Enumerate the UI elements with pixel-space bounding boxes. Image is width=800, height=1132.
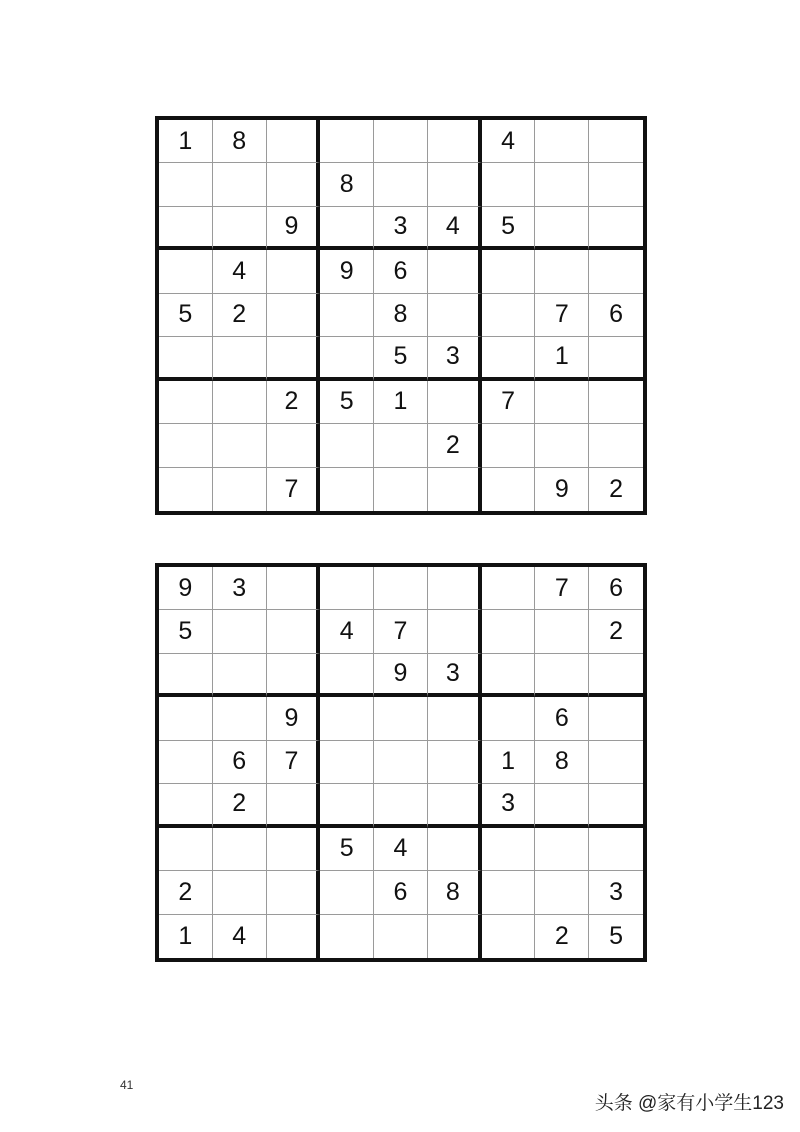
sudoku-cell [267,337,321,380]
sudoku-cell [428,120,482,163]
sudoku-cell [159,381,213,424]
sudoku-cell: 1 [535,337,589,380]
sudoku-cell [374,163,428,206]
sudoku-cell [159,424,213,467]
sudoku-cell: 9 [267,697,321,740]
sudoku-cell [535,163,589,206]
sudoku-cell [428,163,482,206]
sudoku-cell [159,654,213,697]
sudoku-cell: 6 [589,294,643,337]
sudoku-grid-2 [155,563,647,962]
sudoku-cell: 6 [535,697,589,740]
sudoku-cell [589,250,643,293]
sudoku-cell [535,250,589,293]
sudoku-cell: 5 [320,381,374,424]
sudoku-cell [428,915,482,958]
sudoku-cell [535,120,589,163]
sudoku-cell [589,828,643,871]
sudoku-cell [320,567,374,610]
sudoku-cell [482,250,536,293]
sudoku-cell: 1 [159,915,213,958]
sudoku-cell [482,163,536,206]
sudoku-cell [320,741,374,784]
sudoku-cell: 7 [535,567,589,610]
sudoku-cell [320,120,374,163]
sudoku-cell [213,468,267,511]
sudoku-cell [213,610,267,653]
sudoku-cell [428,828,482,871]
sudoku-cell: 2 [159,871,213,914]
sudoku-cell [267,915,321,958]
sudoku-cell [320,915,374,958]
sudoku-cell: 3 [428,337,482,380]
sudoku-cell [374,741,428,784]
sudoku-cell [482,567,536,610]
sudoku-cell: 1 [159,120,213,163]
sudoku-cell [267,294,321,337]
sudoku-cell [267,610,321,653]
sudoku-cell [589,381,643,424]
sudoku-cell [428,250,482,293]
sudoku-cell: 3 [482,784,536,827]
sudoku-grid-1 [155,116,647,515]
sudoku-cell [589,120,643,163]
sudoku-cell [589,163,643,206]
sudoku-cell [213,337,267,380]
sudoku-cell: 8 [535,741,589,784]
sudoku-cell [482,337,536,380]
sudoku-cell [428,697,482,740]
sudoku-cell [535,424,589,467]
sudoku-cell [374,468,428,511]
sudoku-cell [374,567,428,610]
sudoku-cell [535,381,589,424]
sudoku-cell [267,163,321,206]
sudoku-cell [159,828,213,871]
sudoku-cell [267,424,321,467]
sudoku-cell [320,697,374,740]
sudoku-cell: 9 [535,468,589,511]
sudoku-cell [374,915,428,958]
sudoku-cell: 4 [482,120,536,163]
sudoku-cell: 8 [374,294,428,337]
sudoku-cell: 5 [320,828,374,871]
sudoku-cell [589,741,643,784]
sudoku-cell: 8 [213,120,267,163]
sudoku-cell: 2 [609,474,624,503]
sudoku-cell: 9 [320,250,374,293]
sudoku-cell [589,337,643,380]
sudoku-cell [213,207,267,250]
sudoku-cell: 1 [482,741,536,784]
sudoku-cell: 8 [320,163,374,206]
sudoku-cell: 6 [374,871,428,914]
sudoku-cell [482,654,536,697]
sudoku-cell [213,163,267,206]
sudoku-cell [159,250,213,293]
sudoku-cell [267,871,321,914]
sudoku-cell [535,207,589,250]
sudoku-cell [482,697,536,740]
sudoku-cell [213,871,267,914]
sudoku-cell: 6 [213,741,267,784]
sudoku-cell [267,567,321,610]
sudoku-cell: 7 [482,381,536,424]
sudoku-cell [320,654,374,697]
sudoku-cell [159,468,213,511]
sudoku-cell: 2 [267,381,321,424]
sudoku-cell: 2 [589,610,643,653]
sudoku-cell [320,424,374,467]
sudoku-cell [589,654,643,697]
sudoku-cell: 5 [159,610,213,653]
sudoku-cell: 9 [159,567,213,610]
sudoku-cell: 7 [267,468,321,511]
sudoku-cell [589,207,643,250]
sudoku-cell [320,468,374,511]
sudoku-cell: 7 [374,610,428,653]
sudoku-cell [535,871,589,914]
sudoku-cell [159,163,213,206]
sudoku-cell [267,654,321,697]
sudoku-cell: 9 [374,654,428,697]
sudoku-cell: 5 [609,921,624,950]
sudoku-cell [482,294,536,337]
sudoku-cell [213,654,267,697]
sudoku-cell [374,784,428,827]
sudoku-cell [428,468,482,511]
sudoku-cell: 2 [213,784,267,827]
sudoku-cell: 4 [213,250,267,293]
sudoku-cell [428,741,482,784]
sudoku-cell [482,424,536,467]
sudoku-cell [267,250,321,293]
sudoku-cell [267,828,321,871]
sudoku-cell [159,337,213,380]
sudoku-cell [267,120,321,163]
sudoku-cell [589,784,643,827]
sudoku-cell [213,424,267,467]
watermark: 头条 @家有小学生123 [594,1093,784,1114]
sudoku-cell: 9 [267,207,321,250]
sudoku-cell [535,828,589,871]
sudoku-cell [428,381,482,424]
sudoku-cell [482,828,536,871]
sudoku-cell [213,828,267,871]
sudoku-cell: 3 [589,871,643,914]
sudoku-cell [589,697,643,740]
sudoku-cell: 6 [589,567,643,610]
sudoku-cell: 4 [374,828,428,871]
sudoku-cell [428,294,482,337]
sudoku-cell [320,207,374,250]
sudoku-cell [428,784,482,827]
sudoku-cell [374,120,428,163]
sudoku-cell [213,697,267,740]
sudoku-cell [482,468,536,511]
sudoku-cell [482,915,536,958]
sudoku-cell [159,741,213,784]
sudoku-cell: 3 [213,567,267,610]
sudoku-cell [159,697,213,740]
sudoku-cell [159,207,213,250]
sudoku-cell: 2 [428,424,482,467]
sudoku-cell: 5 [482,207,536,250]
sudoku-cell: 6 [374,250,428,293]
sudoku-cell [320,337,374,380]
sudoku-cell: 7 [535,294,589,337]
sudoku-cell [374,424,428,467]
sudoku-cell: 3 [428,654,482,697]
sudoku-cell: 4 [320,610,374,653]
sudoku-cell [482,871,536,914]
sudoku-cell [428,567,482,610]
sudoku-cell [535,654,589,697]
sudoku-cell [482,610,536,653]
sudoku-cell: 4 [428,207,482,250]
sudoku-cell [428,610,482,653]
sudoku-cell: 2 [213,294,267,337]
sudoku-cell: 5 [374,337,428,380]
sudoku-cell: 7 [267,741,321,784]
sudoku-cell [320,294,374,337]
sudoku-cell [589,424,643,467]
sudoku-cell: 4 [213,915,267,958]
sudoku-cell [159,784,213,827]
sudoku-cell [535,610,589,653]
sudoku-cell: 3 [374,207,428,250]
sudoku-cell: 1 [374,381,428,424]
sudoku-cell: 2 [535,915,589,958]
sudoku-cell [535,784,589,827]
page-number: 41 [120,1078,134,1092]
sudoku-cell [213,381,267,424]
sudoku-cell [267,784,321,827]
sudoku-cell [320,871,374,914]
sudoku-cell: 8 [428,871,482,914]
sudoku-cell [320,784,374,827]
sudoku-cell: 5 [159,294,213,337]
sudoku-cell [374,697,428,740]
